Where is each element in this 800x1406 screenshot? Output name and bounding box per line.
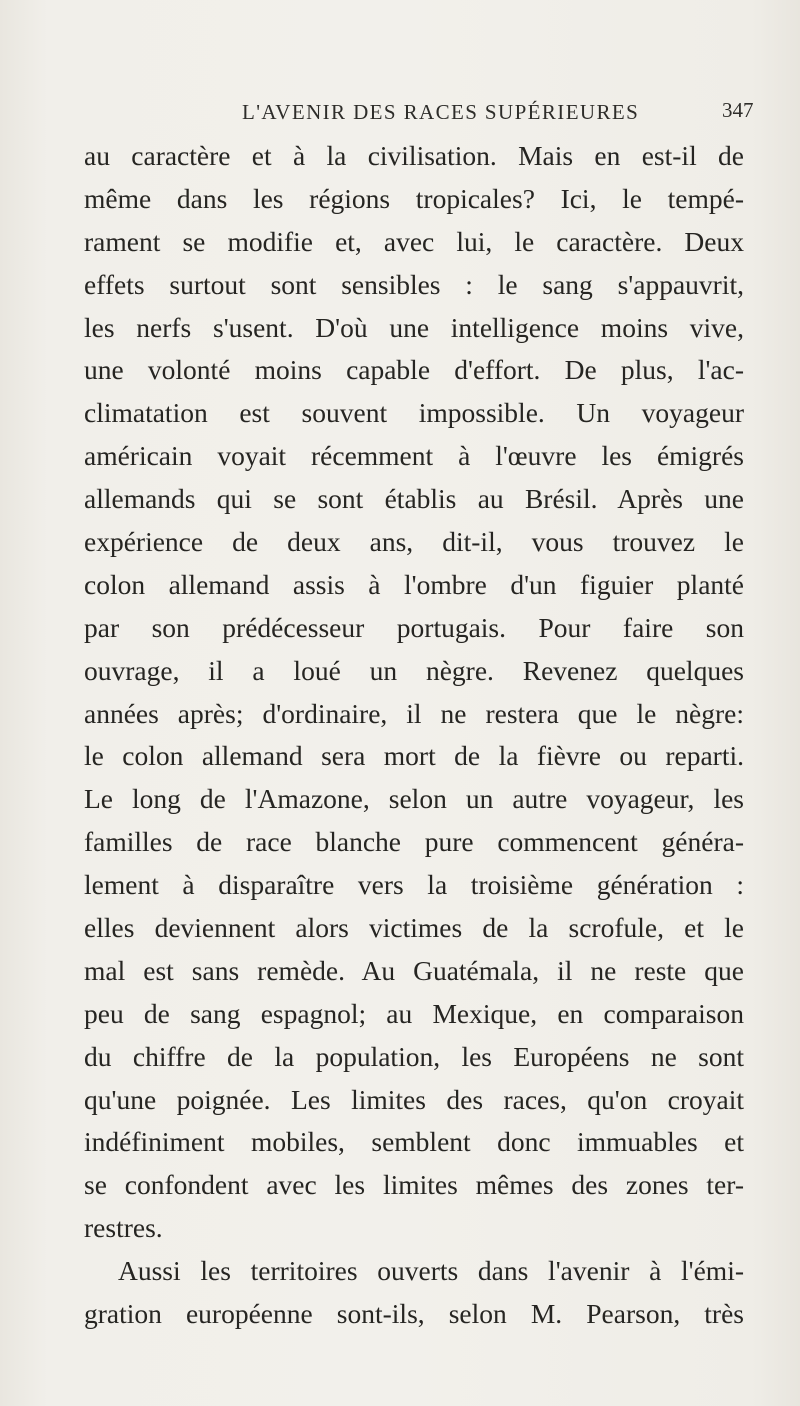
text-line: elles deviennent alors victimes de la scrofule, et le [84,912,744,944]
text-line: gration européenne sont-ils, selon M. Pearson, très [84,1298,744,1330]
text-line: du chiffre de la population, les Européens ne sont [84,1040,744,1072]
text-line: allemands qui se sont établis au Brésil. Après une [84,483,744,515]
running-head [0,100,800,140]
text-line: rament se modifie et, avec lui, le caractère. Deux [84,225,744,257]
text-line: peu de sang espagnol; au Mexique, en comparaison [84,997,744,1029]
text-line: mal est sans remède. Au Guatémala, il ne reste que [84,954,744,986]
text-line: qu'une poignée. Les limites des races, qu'on croyait [84,1083,744,1115]
text-line: restres. [84,1212,163,1244]
text-line: Le long de l'Amazone, selon un autre voyageur, les [84,783,744,815]
text-line: effets surtout sont sensibles : le sang s'appauvrit, [84,268,744,300]
text-line: par son prédécesseur portugais. Pour faire son [84,611,744,643]
text-line: une volonté moins capable d'effort. De plus, l'ac- [84,354,744,386]
text-line: américain voyait récemment à l'œuvre les émigrés [84,440,744,472]
text-line: expérience de deux ans, dit-il, vous trouvez le [84,526,744,558]
page-number: 347 [722,98,754,122]
text-line: ouvrage, il a loué un nègre. Revenez quelques [84,654,744,686]
text-line: climatation est souvent impossible. Un voyageur [84,397,744,429]
text-line: les nerfs s'usent. D'où une intelligence moins vive, [84,311,744,343]
text-line: se confondent avec les limites mêmes des zones ter- [84,1169,744,1201]
running-title: L'AVENIR DES RACES SUPÉRIEURES [242,100,640,124]
text-line: indéfiniment mobiles, semblent donc immuables et [84,1126,744,1158]
text-line: années après; d'ordinaire, il ne restera que le nègre: [84,697,744,729]
text-line: lement à disparaître vers la troisième génération : [84,869,744,901]
text-line: le colon allemand sera mort de la fièvre ou reparti. [84,740,744,772]
text-line: même dans les régions tropicales? Ici, le tempé- [84,182,744,214]
paragraph-1 [84,135,744,1250]
body-text [84,135,744,1336]
text-line: colon allemand assis à l'ombre d'un figuier planté [84,568,744,600]
text-line: au caractère et à la civilisation. Mais en est-il de [84,140,744,171]
text-line: Aussi les territoires ouverts dans l'avenir à l'émi- [118,1255,744,1287]
paragraph-2 [84,1250,744,1336]
text-line: familles de race blanche pure commencent généra- [84,826,744,858]
